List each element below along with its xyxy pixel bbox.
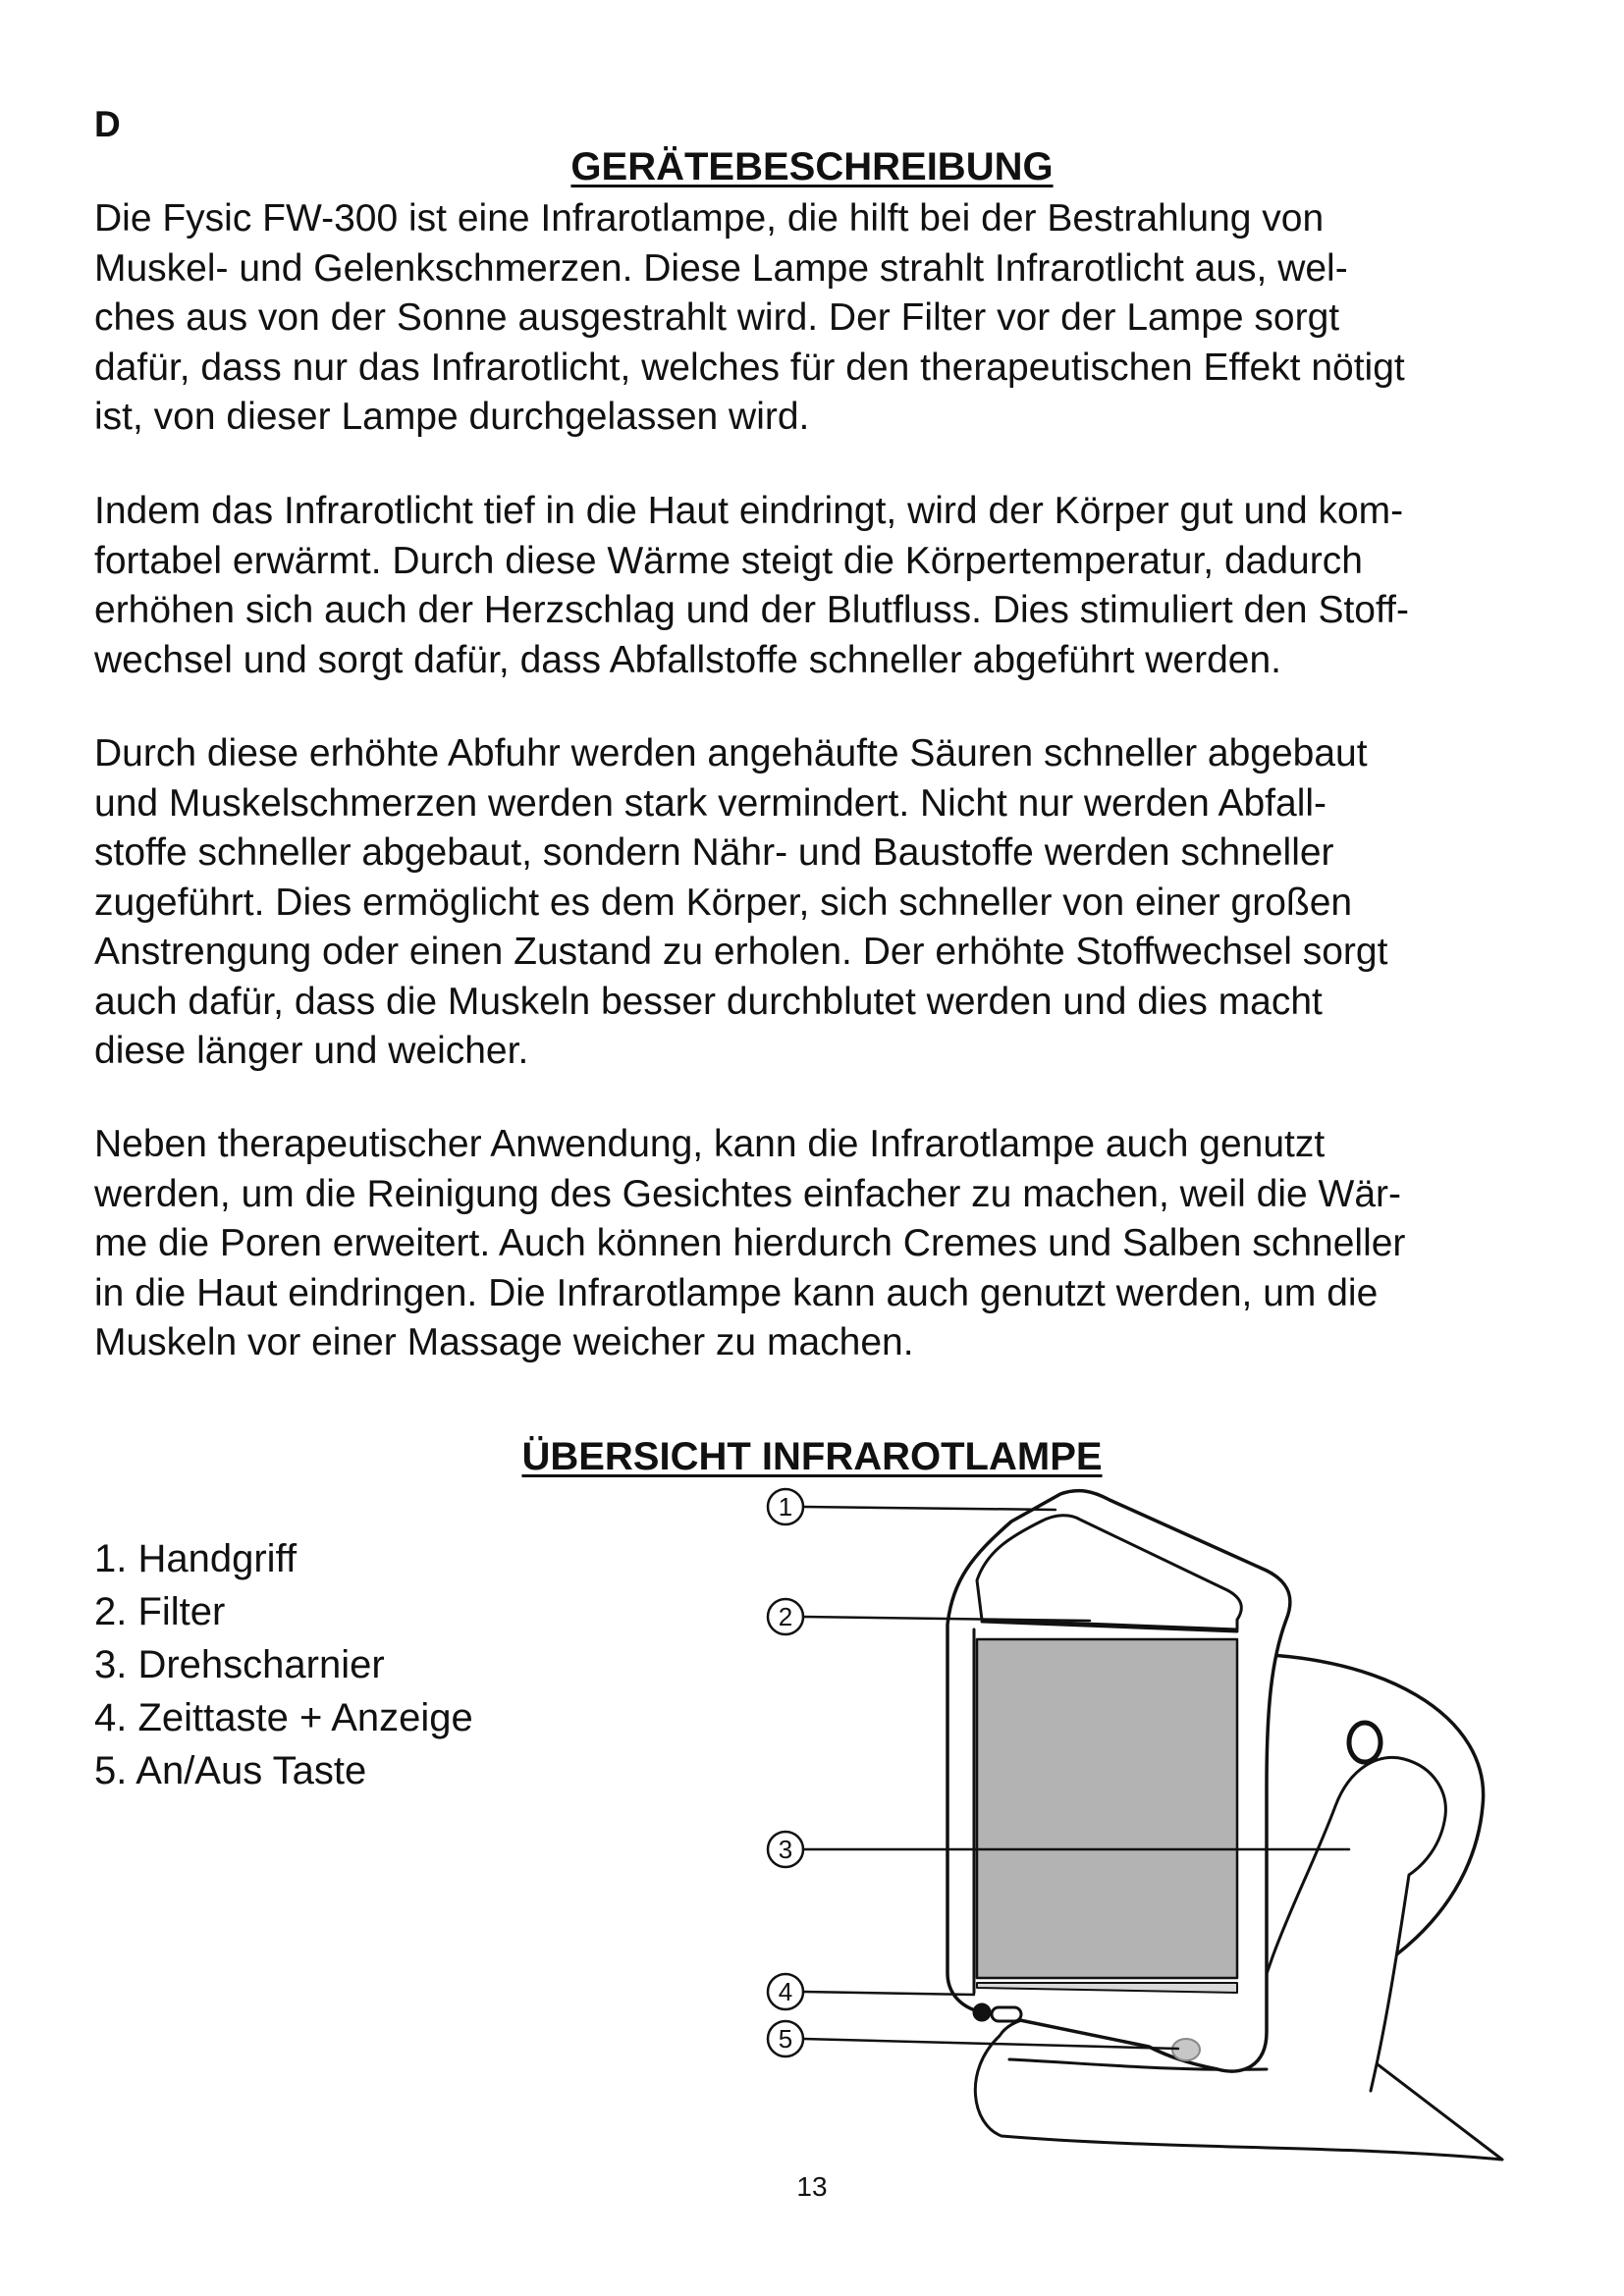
text-line: fortabel erwärmt. Durch diese Wärme steigt die Körpertemperatur, dadurch: [94, 539, 1363, 582]
callout-label-5: 5: [778, 2024, 793, 2054]
text-line: ches aus von der Sonne ausgestrahlt wird. Der Filter vor der Lampe sorgt: [94, 296, 1340, 339]
lamp-hinge-knob: [1349, 1723, 1380, 1762]
paragraph-warming: [94, 487, 1547, 685]
callout-label-3: 3: [778, 1835, 793, 1864]
text-line: zugeführt. Dies ermöglicht es dem Körper, sich schneller von einer großen: [94, 881, 1353, 924]
text-line: wechsel und sorgt dafür, dass Abfallstoffe schneller abgeführt werden.: [94, 638, 1282, 681]
text-line: Muskel- und Gelenkschmerzen. Diese Lampe strahlt Infrarotlicht aus, wel-: [94, 246, 1348, 290]
lamp-stand-arm: [1247, 1757, 1445, 2091]
text-line: stoffe schneller abgebaut, sondern Nähr- und Baustoffe werden schneller: [94, 831, 1334, 874]
infrared-lamp-diagram: [717, 1482, 1532, 2169]
parts-list: [94, 1532, 473, 1797]
text-line: dafür, dass nur das Infrarotlicht, welches für den therapeutischen Effekt nötigt: [94, 346, 1405, 389]
callout-label-2: 2: [778, 1602, 793, 1631]
text-line: werden, um die Reinigung des Gesichtes einfacher zu machen, weil die Wär-: [94, 1172, 1401, 1215]
callout-label-1: 1: [778, 1492, 793, 1522]
text-line: Indem das Infrarotlicht tief in die Haut eindringt, wird der Körper gut und kom-: [94, 490, 1404, 532]
text-line: Anstrengung oder einen Zustand zu erholen. Der erhöhte Stoffwechsel sorgt: [94, 931, 1388, 973]
text-line: diese länger und weicher.: [94, 1030, 529, 1072]
part-filter: 2. Filter: [94, 1590, 226, 1633]
language-marker: D: [94, 104, 121, 144]
text-line: Die Fysic FW-300 ist eine Infrarotlampe, die hilft bei der Bestrahlung von: [94, 197, 1325, 240]
lamp-timer-indicator: [974, 2004, 990, 2020]
callout-label-4: 4: [778, 1977, 793, 2006]
part-swivel-hinge: 3. Drehscharnier: [94, 1643, 385, 1686]
text-line: Muskeln vor einer Massage weicher zu machen.: [94, 1321, 914, 1363]
text-line: me die Poren erweitert. Auch können hierdurch Cremes und Salben schneller: [94, 1222, 1406, 1264]
text-line: auch dafür, dass die Muskeln besser durchblutet werden und dies macht: [94, 980, 1323, 1023]
lamp-filter-window: [977, 1639, 1237, 1978]
paragraph-other-uses: [94, 1120, 1547, 1368]
paragraph-metabolism: [94, 729, 1547, 1077]
section-title-device-description: GERÄTEBESCHREIBUNG: [570, 145, 1054, 188]
section-title-lamp-overview: ÜBERSICHT INFRAROTLAMPE: [521, 1435, 1103, 1478]
text-line: in die Haut eindringen. Die Infrarotlampe kann auch genutzt werden, um die: [94, 1271, 1379, 1314]
text-line: und Muskelschmerzen werden stark vermindert. Nicht nur werden Abfall-: [94, 781, 1327, 825]
part-handle: 1. Handgriff: [94, 1537, 298, 1580]
part-timer-button-display: 4. Zeittaste + Anzeige: [94, 1696, 473, 1739]
text-line: Neben therapeutischer Anwendung, kann die Infrarotlampe auch genutzt: [94, 1123, 1326, 1165]
text-line: erhöhen sich auch der Herzschlag und der Blutfluss. Dies stimuliert den Stoff-: [94, 589, 1409, 631]
text-line: Durch diese erhöhte Abfuhr werden angehäufte Säuren schneller abgebaut: [94, 732, 1368, 774]
paragraph-intro: [94, 194, 1547, 443]
lamp-timer-button: [992, 2007, 1021, 2021]
page-number: 13: [796, 2171, 828, 2202]
text-line: ist, von dieser Lampe durchgelassen wird.: [94, 396, 810, 438]
part-power-button: 5. An/Aus Taste: [94, 1749, 367, 1792]
